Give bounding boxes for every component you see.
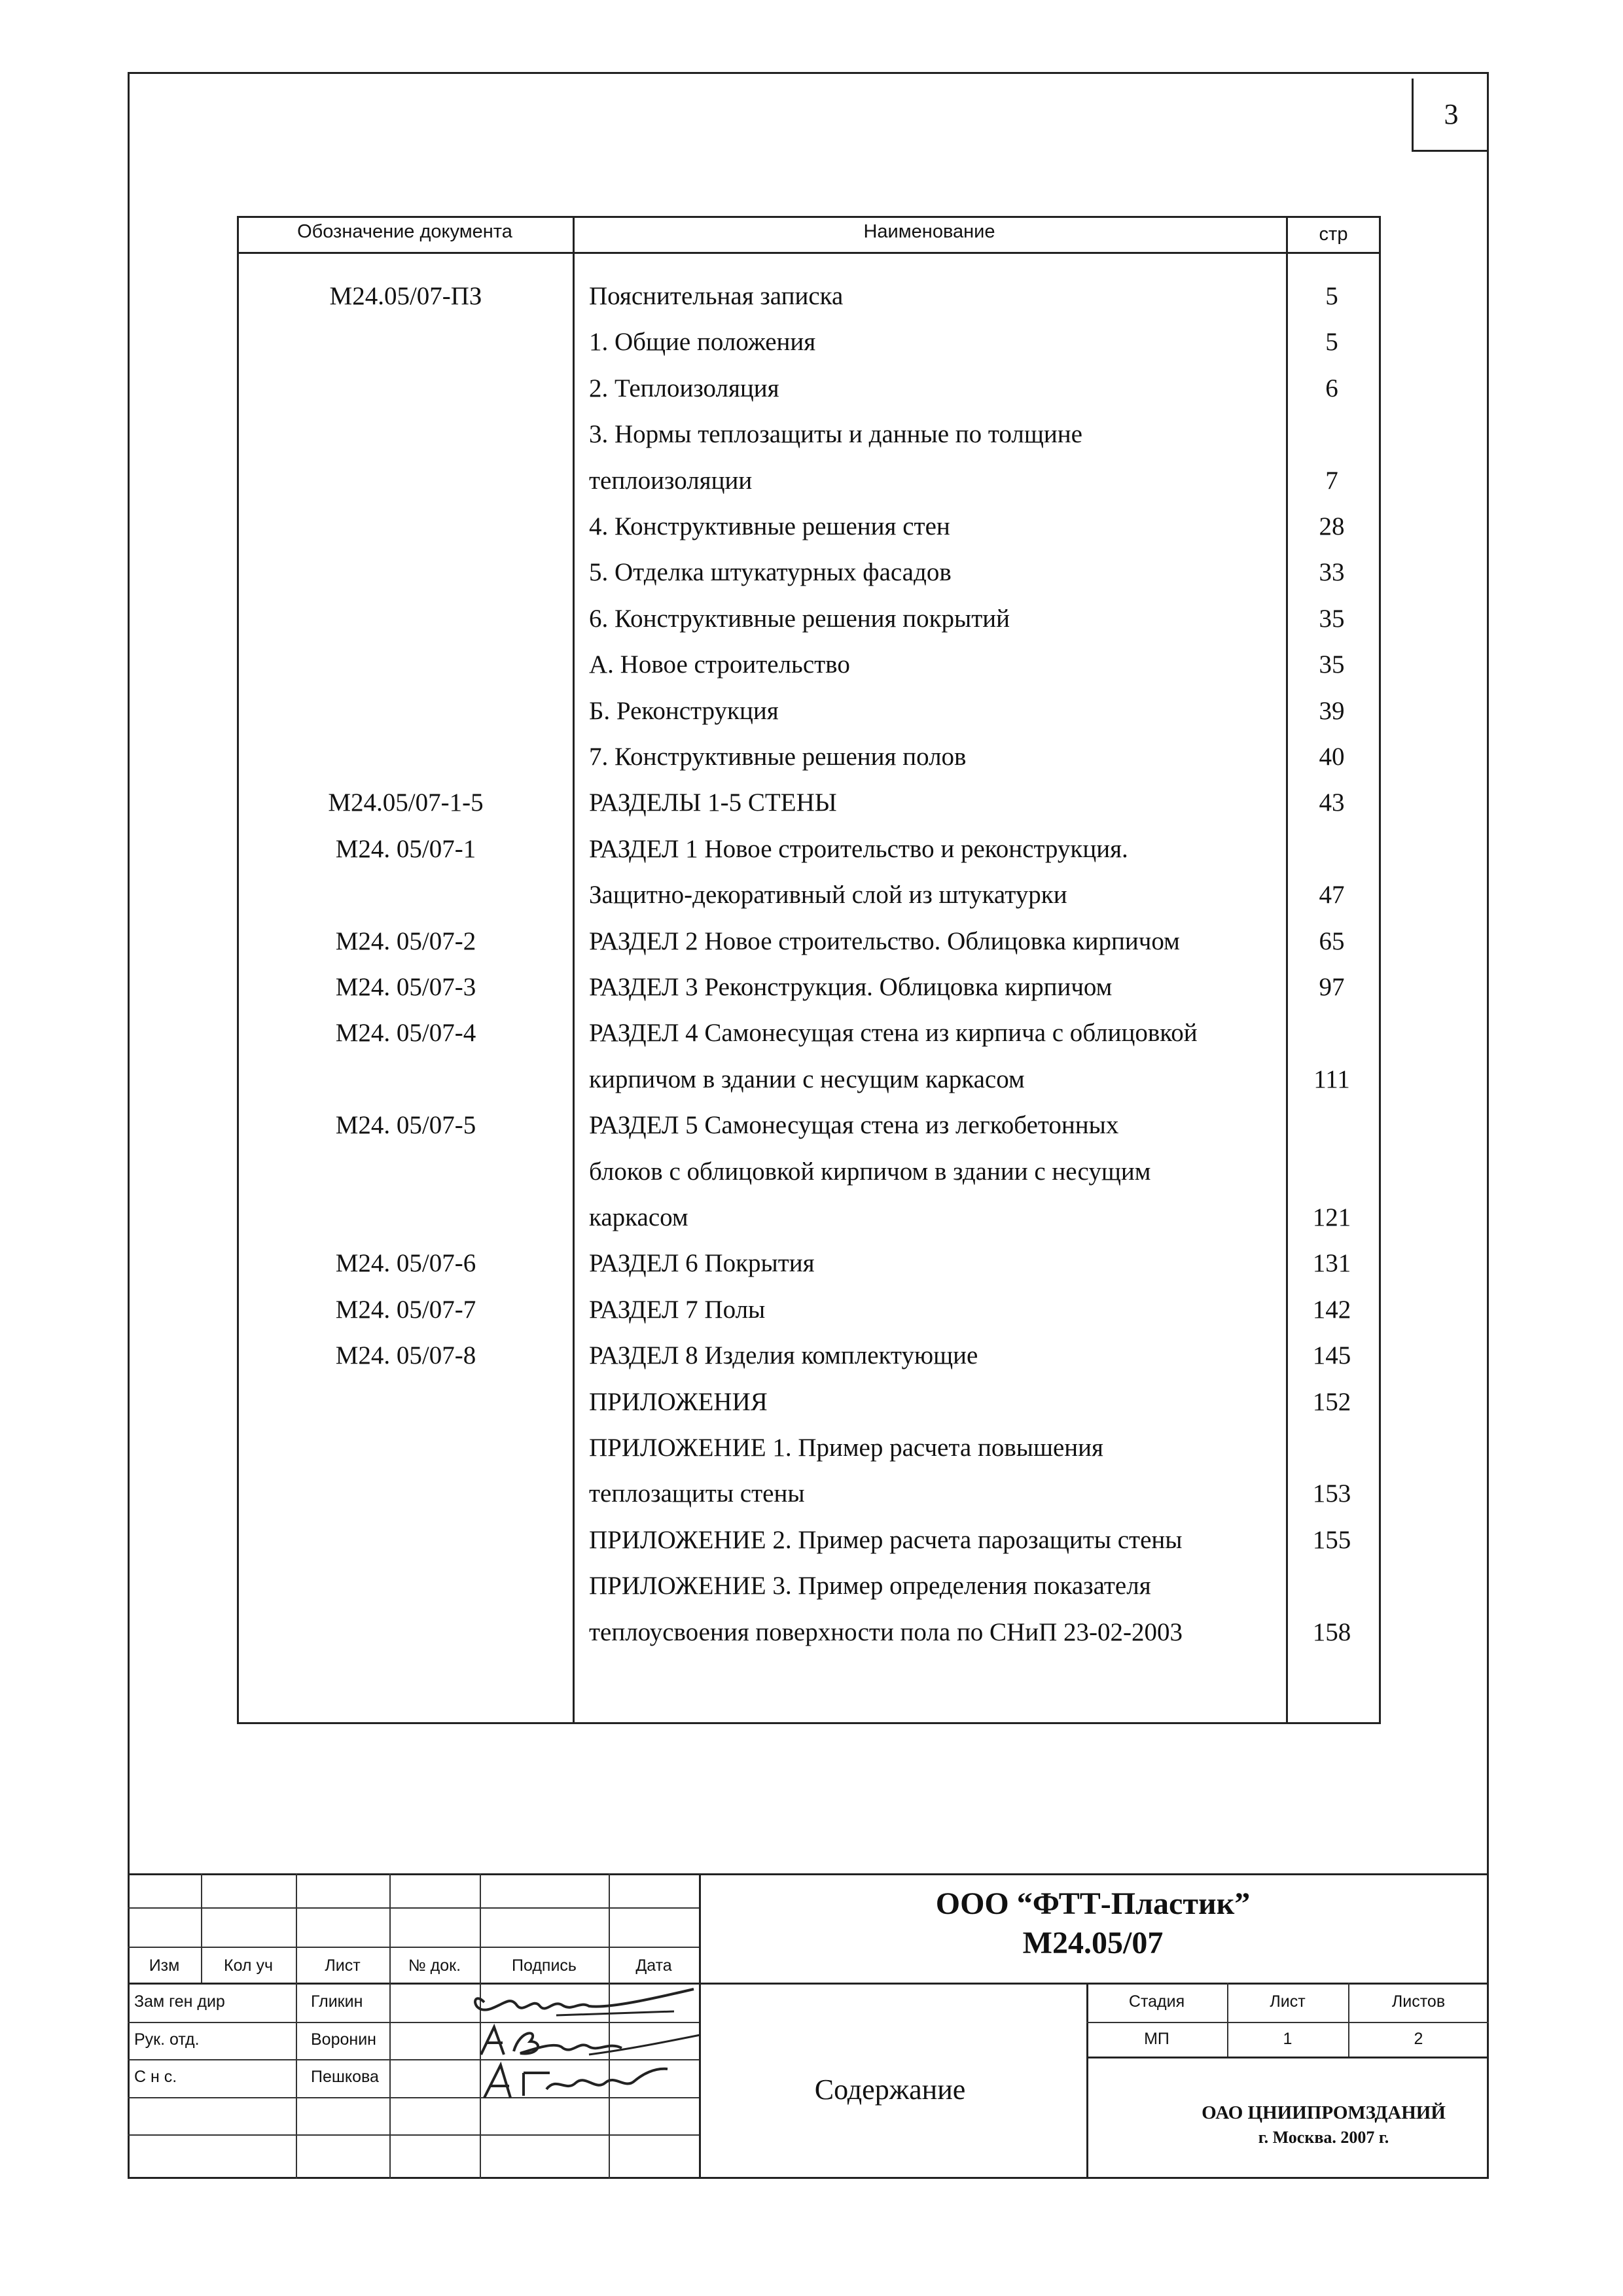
page-ref: 97 — [1319, 973, 1345, 1001]
page-ref: 43 — [1319, 788, 1345, 817]
doc-code: М24. 05/07-5 — [335, 1111, 476, 1139]
table-row — [0, 1203, 1623, 1248]
section-name: РАЗДЕЛЫ 1-5 СТЕНЫ — [589, 788, 837, 817]
section-name: ПРИЛОЖЕНИЕ 2. Пример расчета парозащиты стены — [589, 1526, 1183, 1554]
section-name: 1. Общие положения — [589, 328, 816, 356]
section-name: кирпичом в здании с несущим каркасом — [589, 1065, 1025, 1093]
name-voronin: Воронин — [311, 2030, 376, 2049]
table-header-rule — [237, 252, 1381, 254]
table-row — [0, 834, 1623, 880]
org-line2: М24.05/07 — [1022, 1926, 1164, 1960]
table-row — [0, 1387, 1623, 1433]
signature-glikin — [458, 1983, 700, 2023]
name-glikin: Гликин — [311, 1992, 363, 2011]
section-name: А. Новое строительство — [589, 650, 850, 679]
table-row — [0, 281, 1623, 327]
doc-code: М24. 05/07-2 — [335, 927, 476, 955]
table-row — [0, 1157, 1623, 1203]
section-name: 3. Нормы теплозащиты и данные по толщине — [589, 420, 1082, 448]
section-name: РАЗДЕЛ 5 Самонесущая стена из легкобетонных — [589, 1111, 1119, 1139]
section-name: РАЗДЕЛ 7 Полы — [589, 1296, 766, 1324]
section-name: РАЗДЕЛ 4 Самонесущая стена из кирпича с облицовкой — [589, 1019, 1198, 1047]
table-row — [0, 1525, 1623, 1571]
table-row — [0, 788, 1623, 834]
page-ref: 152 — [1312, 1388, 1351, 1416]
section-name: ПРИЛОЖЕНИЯ — [589, 1388, 768, 1416]
page-ref: 158 — [1312, 1618, 1351, 1646]
doc-code: М24. 05/07-1 — [335, 835, 476, 863]
section-name: 6. Конструктивные решения покрытий — [589, 605, 1010, 633]
section-name: Защитно-декоративный слой из штукатурки — [589, 881, 1067, 909]
table-row — [0, 1617, 1623, 1663]
name-peshkova: Пешкова — [311, 2068, 379, 2086]
page-ref: 40 — [1319, 743, 1345, 771]
stage-values-rule — [1086, 2057, 1489, 2058]
doc-code: М24. 05/07-3 — [335, 973, 476, 1001]
header-name: Наименование — [863, 221, 995, 242]
table-row — [0, 466, 1623, 512]
page-ref: 7 — [1325, 467, 1338, 495]
header-page: стр — [1319, 224, 1348, 245]
sheet-label: Лист — [1270, 1992, 1306, 2011]
page-ref: 35 — [1319, 650, 1345, 679]
signature-voronin — [458, 2022, 707, 2062]
section-name: 4. Конструктивные решения стен — [589, 512, 950, 540]
section-name: Б. Реконструкция — [589, 697, 779, 725]
role-senior-researcher: С н с. — [134, 2068, 177, 2086]
org-line1: ООО “ФТТ-Пластик” — [935, 1886, 1251, 1921]
institute-name: ОАО ЦНИИПРОМЗДАНИЙ — [1202, 2102, 1446, 2123]
table-row — [0, 1479, 1623, 1525]
sheet-value: 1 — [1283, 2030, 1293, 2048]
table-row — [0, 1110, 1623, 1156]
col-kol-uch: Кол уч — [224, 1956, 273, 1975]
table-row — [0, 1295, 1623, 1341]
section-name: 7. Конструктивные решения полов — [589, 743, 967, 771]
table-row — [0, 604, 1623, 650]
stage-value: МП — [1144, 2030, 1169, 2048]
table-row — [0, 742, 1623, 788]
col-doc-no: № док. — [408, 1956, 461, 1975]
table-row — [0, 927, 1623, 972]
table-row — [0, 650, 1623, 696]
role-deputy-director: Зам ген дир — [134, 1992, 225, 2011]
doc-code: М24. 05/07-8 — [335, 1341, 476, 1369]
table-row — [0, 880, 1623, 926]
grid-line — [296, 1873, 297, 2179]
table-row — [0, 1571, 1623, 1617]
stage-label: Стадия — [1128, 1992, 1185, 2011]
page-ref: 28 — [1319, 512, 1345, 540]
table-row — [0, 512, 1623, 557]
section-name: РАЗДЕЛ 6 Покрытия — [589, 1249, 815, 1277]
doc-code: М24. 05/07-4 — [335, 1019, 476, 1047]
sheets-value: 2 — [1414, 2030, 1423, 2048]
table-row — [0, 1341, 1623, 1386]
page-ref: 142 — [1312, 1296, 1351, 1324]
col-izm: Изм — [149, 1956, 180, 1975]
page-ref: 5 — [1325, 282, 1338, 310]
table-row — [0, 1248, 1623, 1294]
section-name: 2. Теплоизоляция — [589, 374, 779, 402]
page-ref: 155 — [1312, 1526, 1351, 1554]
institute-city-year: г. Москва. 2007 г. — [1258, 2128, 1389, 2147]
section-name: РАЗДЕЛ 3 Реконструкция. Облицовка кирпичом — [589, 973, 1113, 1001]
section-name: ПРИЛОЖЕНИЕ 3. Пример определения показателя — [589, 1572, 1151, 1600]
table-row — [0, 1018, 1623, 1064]
page-ref: 131 — [1312, 1249, 1351, 1277]
page-ref: 153 — [1312, 1479, 1351, 1508]
section-name: теплозащиты стены — [589, 1479, 805, 1508]
section-name: каркасом — [589, 1203, 688, 1231]
table-row — [0, 972, 1623, 1018]
page-ref: 33 — [1319, 558, 1345, 586]
table-row — [0, 696, 1623, 742]
organization-title — [700, 1884, 1486, 1963]
table-row — [0, 327, 1623, 373]
role-head-dept: Рук. отд. — [134, 2030, 200, 2049]
table-row — [0, 1433, 1623, 1479]
grid-line — [128, 2134, 699, 2136]
page-ref: 65 — [1319, 927, 1345, 955]
signature-peshkova — [471, 2060, 720, 2102]
section-name: теплоусвоения поверхности пола по СНиП 23-02-2003 — [589, 1618, 1183, 1646]
section-name: Пояснительная записка — [589, 282, 844, 310]
section-name: РАЗДЕЛ 2 Новое строительство. Облицовка кирпичом — [589, 927, 1180, 955]
section-name: ПРИЛОЖЕНИЕ 1. Пример расчета повышения — [589, 1434, 1103, 1462]
section-name: теплоизоляции — [589, 467, 753, 495]
col-date: Дата — [635, 1956, 672, 1975]
title-block-mid-rule — [699, 1983, 1489, 1985]
title-block-top-rule — [128, 1873, 1489, 1875]
title-block-doc-divider — [1086, 1983, 1088, 2179]
page-ref: 35 — [1319, 605, 1345, 633]
stage-row-rule — [1086, 2022, 1489, 2023]
doc-code: М24.05/07-ПЗ — [329, 282, 482, 310]
page-ref: 47 — [1319, 881, 1345, 909]
col-list: Лист — [325, 1956, 361, 1975]
sheets-label: Листов — [1391, 1992, 1446, 2011]
table-row — [0, 419, 1623, 465]
table-row — [0, 1065, 1623, 1110]
page-ref: 121 — [1312, 1203, 1351, 1231]
section-name: РАЗДЕЛ 1 Новое строительство и реконструкция. — [589, 835, 1128, 863]
grid-line — [128, 1907, 699, 1909]
page-ref: 39 — [1319, 697, 1345, 725]
doc-code: М24.05/07-1-5 — [328, 788, 484, 817]
section-name: блоков с облицовкой кирпичом в здании с несущим — [589, 1157, 1151, 1186]
page-ref: 145 — [1312, 1341, 1351, 1369]
col-signature: Подпись — [512, 1956, 577, 1975]
grid-line — [389, 1873, 391, 2179]
page-ref: 111 — [1313, 1065, 1350, 1093]
section-name: РАЗДЕЛ 8 Изделия комплектующие — [589, 1341, 978, 1369]
page-ref: 6 — [1325, 374, 1338, 402]
section-name: 5. Отделка штукатурных фасадов — [589, 558, 952, 586]
document-title: Содержание — [814, 2074, 966, 2106]
grid-line — [128, 1947, 699, 1948]
doc-code: М24. 05/07-7 — [335, 1296, 476, 1324]
institute-block — [1158, 2100, 1489, 2150]
table-row — [0, 557, 1623, 603]
doc-code: М24. 05/07-6 — [335, 1249, 476, 1277]
header-code: Обозначение документа — [297, 221, 512, 242]
table-row — [0, 374, 1623, 419]
page-number: 3 — [1412, 79, 1489, 152]
page-ref: 5 — [1325, 328, 1338, 356]
